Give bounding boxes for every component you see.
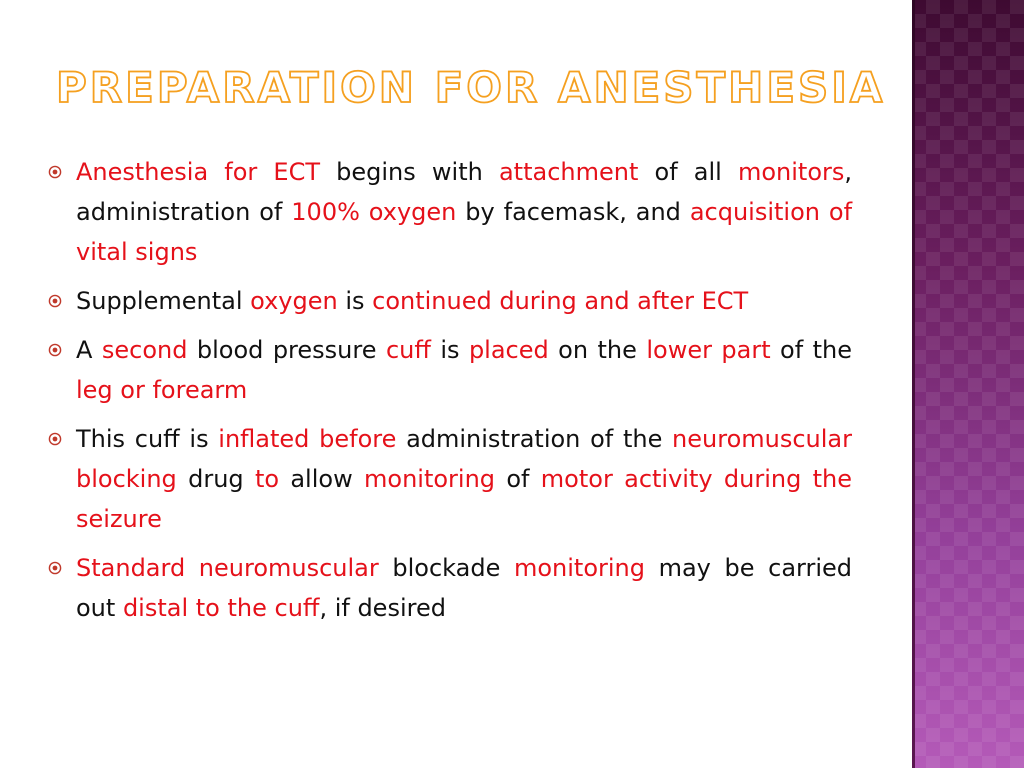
highlighted-text: monitors xyxy=(737,158,845,186)
body-text: is xyxy=(337,287,373,315)
body-text: of xyxy=(495,465,541,493)
body-text: blockade xyxy=(378,554,514,582)
body-text: , administration of xyxy=(76,158,853,226)
body-text: A xyxy=(76,336,102,364)
body-text: drug xyxy=(176,465,255,493)
highlighted-text: placed xyxy=(468,336,549,364)
body-text: of the xyxy=(770,336,853,364)
circle-dot-bullet-icon xyxy=(48,343,62,357)
highlighted-text: oxygen xyxy=(250,287,338,315)
bullet-item xyxy=(48,152,852,272)
highlighted-text: Standard neuromuscular xyxy=(76,554,379,582)
circle-dot-bullet-icon xyxy=(48,165,62,179)
highlighted-text: lower part xyxy=(646,336,771,364)
bullet-item xyxy=(48,281,852,321)
highlighted-text: distal to the cuff xyxy=(122,594,320,622)
body-text: on the xyxy=(548,336,647,364)
slide-title: PREPARATION FOR ANESTHESIA xyxy=(56,63,886,112)
highlighted-text: motor activity during the seizure xyxy=(76,465,852,533)
bullet-list xyxy=(48,152,852,637)
bullet-item xyxy=(48,419,852,539)
highlighted-text: inflated before xyxy=(218,425,397,453)
highlighted-text: leg or forearm xyxy=(76,376,248,404)
body-text: This cuff is xyxy=(76,425,219,453)
body-text: allow xyxy=(279,465,365,493)
highlighted-text: acquisition of vital signs xyxy=(76,198,853,266)
highlighted-text: neuromuscular blocking xyxy=(76,425,852,493)
side-band-edge xyxy=(912,0,915,768)
body-text: is xyxy=(430,336,469,364)
body-text: may be carried out xyxy=(76,554,853,622)
body-text: , if desired xyxy=(319,594,446,622)
decorative-side-band xyxy=(912,0,1024,768)
body-text: of all xyxy=(638,158,738,186)
highlighted-text: 100% oxygen xyxy=(291,198,457,226)
highlighted-text: second xyxy=(101,336,188,364)
highlighted-text: monitoring xyxy=(513,554,645,582)
body-text: blood pressure xyxy=(187,336,386,364)
highlighted-text: monitoring xyxy=(364,465,496,493)
circle-dot-bullet-icon xyxy=(48,561,62,575)
highlighted-text: continued during and after ECT xyxy=(372,287,749,315)
body-text: begins with xyxy=(320,158,499,186)
body-text: Supplemental xyxy=(76,287,251,315)
highlighted-text: cuff xyxy=(385,336,431,364)
bullet-item xyxy=(48,330,852,410)
body-text: administration of the xyxy=(396,425,673,453)
highlighted-text: Anesthesia for ECT xyxy=(76,158,321,186)
circle-dot-bullet-icon xyxy=(48,432,62,446)
highlighted-text: attachment xyxy=(498,158,639,186)
bullet-item xyxy=(48,548,852,628)
highlighted-text: to xyxy=(254,465,280,493)
body-text: by facemask, and xyxy=(456,198,690,226)
circle-dot-bullet-icon xyxy=(48,294,62,308)
